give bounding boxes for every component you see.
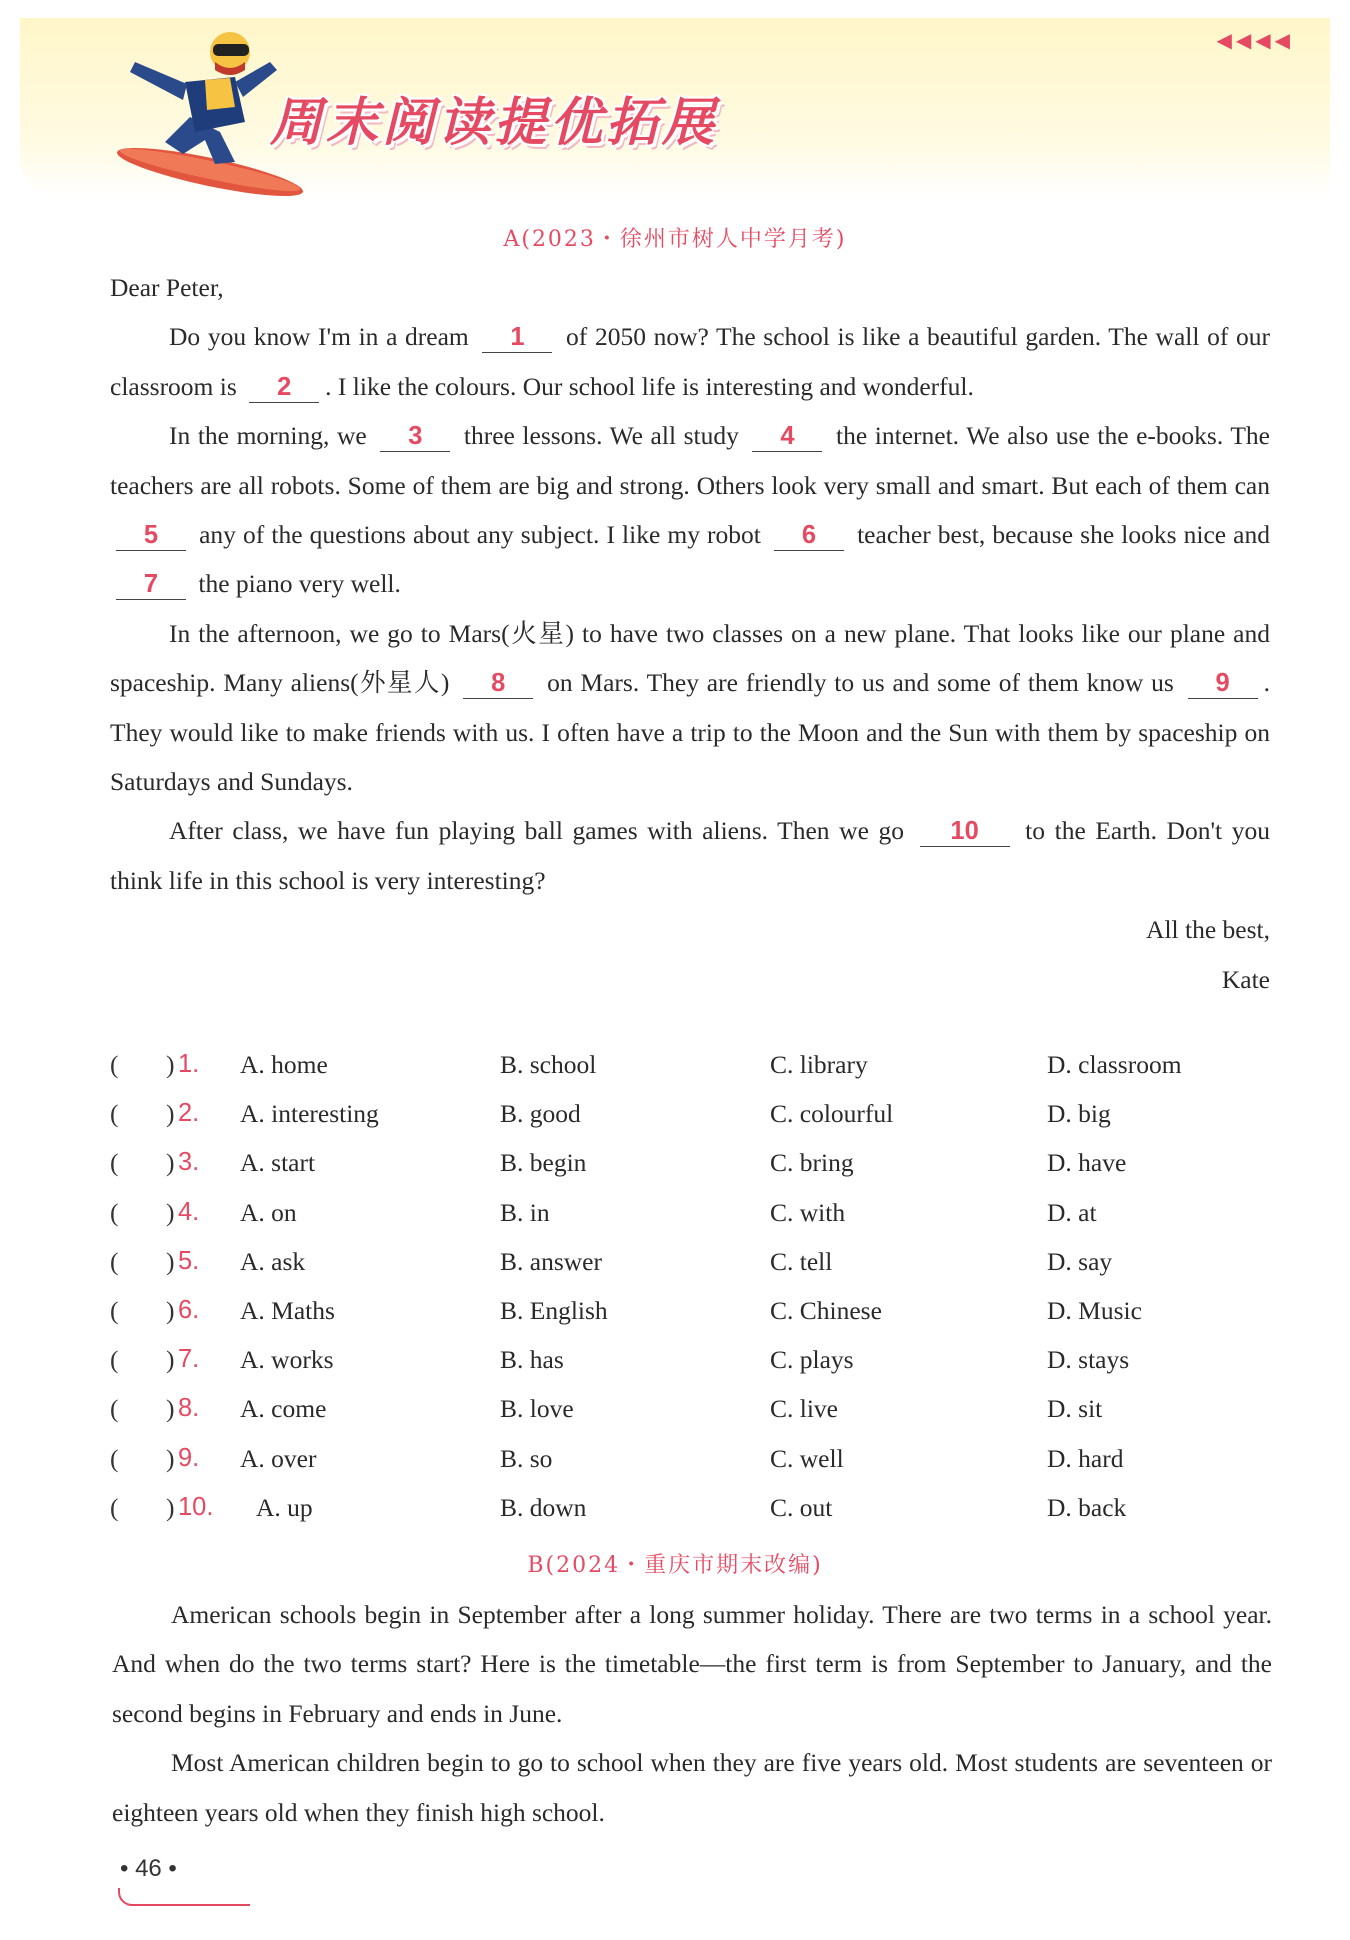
letter-paragraph: [110, 312, 1270, 411]
passage-text: After class, we have fun playing ball games with aliens. Then we go: [169, 816, 914, 846]
option-c: C. Chinese: [770, 1295, 882, 1325]
passage-text: the piano very well.: [192, 569, 401, 599]
letter-signature: Kate: [1221, 964, 1270, 994]
question-number: 2.: [178, 1099, 200, 1128]
question-number: 5.: [178, 1246, 200, 1275]
question-row: [110, 1345, 1270, 1394]
option-a: A. home: [240, 1050, 328, 1079]
passage-text: . I like the colours. Our school life is interesting and wonderful.: [325, 371, 974, 401]
answer-paren-open[interactable]: (: [110, 1345, 119, 1375]
question-row: [110, 1493, 1270, 1542]
passage-text: any of the questions about any subject. I like my robot: [192, 520, 768, 550]
option-b: B. so: [500, 1443, 553, 1473]
passage-text: to the Earth. Don't you think life in this school is very interesting?: [110, 816, 1270, 895]
option-d: D. back: [1047, 1492, 1127, 1522]
question-number: 3.: [178, 1148, 200, 1177]
option-a: A. over: [240, 1443, 317, 1473]
arrows-decoration: ◀◀◀◀: [1216, 30, 1294, 52]
option-a: A. works: [240, 1345, 334, 1375]
passage-text: of 2050 now? The school is like a beautiful garden. The wall of our classroom is: [110, 322, 1270, 401]
letter-passage: [110, 263, 1270, 1004]
section-b-title: B(2024・重庆市期末改编): [527, 1553, 823, 1578]
question-row: [110, 1099, 1270, 1148]
option-a: A. on: [240, 1197, 297, 1227]
option-b: B. school: [500, 1050, 597, 1079]
answer-paren-open[interactable]: (: [110, 1050, 119, 1079]
answer-blank: 8: [463, 668, 533, 699]
option-c: C. bring: [770, 1148, 854, 1178]
question-row: [110, 1148, 1270, 1197]
option-a: A. Maths: [240, 1295, 335, 1325]
letter-closing: All the best,: [1146, 915, 1270, 945]
answer-paren-close: ): [166, 1295, 175, 1325]
passage-text: Do you know I'm in a dream: [169, 322, 477, 352]
option-c: C. colourful: [770, 1099, 894, 1129]
answer-paren-close: ): [166, 1394, 175, 1424]
question-number: 10.: [178, 1492, 214, 1521]
page-number-decoration: [118, 1888, 250, 1906]
option-c: C. plays: [770, 1345, 854, 1375]
option-b: B. has: [500, 1345, 564, 1375]
question-number: 6.: [178, 1295, 200, 1324]
answer-paren-open[interactable]: (: [110, 1394, 119, 1424]
answer-paren-open[interactable]: (: [110, 1099, 119, 1129]
option-d: D. big: [1047, 1099, 1111, 1129]
answer-blank: 9: [1188, 668, 1258, 699]
answer-blank: 2: [249, 372, 319, 403]
answer-paren-close: ): [166, 1099, 175, 1129]
answer-paren-close: ): [166, 1246, 175, 1276]
option-d: D. sit: [1047, 1394, 1103, 1424]
option-d: D. stays: [1047, 1345, 1130, 1375]
answer-paren-close: ): [166, 1443, 175, 1473]
question-row: [110, 1050, 1270, 1099]
option-b: B. in: [500, 1197, 550, 1227]
answer-blank: 1: [482, 322, 552, 353]
option-d: D. Music: [1047, 1295, 1142, 1325]
answer-blank: 3: [380, 421, 450, 452]
answer-blank: 10: [920, 816, 1010, 847]
option-b: B. answer: [500, 1246, 602, 1276]
option-b: B. love: [500, 1394, 574, 1424]
answer-paren-open[interactable]: (: [110, 1295, 119, 1325]
question-row: [110, 1296, 1270, 1345]
option-c: C. tell: [770, 1246, 833, 1276]
answer-paren-open[interactable]: (: [110, 1246, 119, 1276]
passage-text: three lessons. We all study: [456, 421, 747, 451]
passage-text: the internet. We also use the e-books. The teachers are all robots. Some of them are big and strong. Others look very small and smart. But each of them can: [110, 421, 1270, 500]
letter-paragraph: [110, 411, 1270, 609]
option-a: A. up: [256, 1492, 313, 1522]
passage-b: [112, 1590, 1272, 1837]
option-d: D. classroom: [1047, 1050, 1182, 1079]
answer-blank: 4: [752, 421, 822, 452]
option-d: D. have: [1047, 1148, 1127, 1178]
option-d: D. at: [1047, 1197, 1097, 1227]
question-number: 7.: [178, 1345, 200, 1374]
option-b: B. English: [500, 1295, 608, 1325]
question-row: [110, 1444, 1270, 1493]
option-c: C. with: [770, 1197, 846, 1227]
passage-text: In the morning, we: [169, 421, 375, 451]
answer-paren-open[interactable]: (: [110, 1443, 119, 1473]
page-number: • 46 •: [120, 1855, 177, 1882]
answer-blank: 7: [116, 569, 186, 600]
passage-text: In the afternoon, we go to Mars(火星) to have two classes on a new plane. That looks like our plane and spaceship. Many aliens(外星人): [110, 618, 1270, 698]
option-a: A. come: [240, 1394, 327, 1424]
option-d: D. hard: [1047, 1443, 1124, 1473]
option-b: B. down: [500, 1492, 587, 1522]
passage-b-paragraph: American schools begin in September after a long summer holiday. There are two terms in a school year. And when do the two terms start? Here is the timetable—the first term is from September to January, and the second begins in February and ends in June.: [112, 1600, 1272, 1728]
answer-paren-open[interactable]: (: [110, 1148, 119, 1178]
answer-paren-open[interactable]: (: [110, 1492, 119, 1522]
question-number: 1.: [178, 1050, 200, 1078]
option-b: B. begin: [500, 1148, 587, 1178]
banner-title: 周末阅读提优拓展: [270, 93, 719, 153]
question-row: [110, 1394, 1270, 1443]
option-b: B. good: [500, 1099, 581, 1129]
answer-paren-close: ): [166, 1197, 175, 1227]
answer-blank: 5: [116, 520, 186, 551]
option-a: A. start: [240, 1148, 316, 1178]
option-c: C. well: [770, 1443, 844, 1473]
letter-body: [110, 312, 1270, 905]
passage-text: . They would like to make friends with us. I often have a trip to the Moon and the Sun with them by spaceship on Saturdays and Sundays.: [110, 668, 1270, 797]
letter-paragraph: [110, 806, 1270, 905]
passage-b-paragraph: Most American children begin to go to school when they are five years old. Most students are seventeen or eighteen years old when they finish high school.: [112, 1748, 1272, 1827]
section-a-title: A(2023・徐州市树人中学月考): [503, 227, 847, 252]
letter-greeting: Dear Peter,: [110, 273, 224, 302]
answer-paren-open[interactable]: (: [110, 1197, 119, 1227]
passage-text: teacher best, because she looks nice and: [850, 520, 1270, 550]
passage-text: on Mars. They are friendly to us and some of them know us: [539, 668, 1182, 698]
answer-paren-close: ): [166, 1345, 175, 1375]
answer-blank: 6: [774, 520, 844, 551]
option-a: A. interesting: [240, 1099, 379, 1129]
question-number: 4.: [178, 1197, 200, 1226]
letter-paragraph: [110, 609, 1270, 807]
question-row: [110, 1247, 1270, 1296]
answer-paren-close: ): [166, 1492, 175, 1522]
question-options: [110, 1050, 1270, 1542]
question-number: 9.: [178, 1443, 200, 1472]
question-number: 8.: [178, 1394, 200, 1423]
option-d: D. say: [1047, 1246, 1113, 1276]
option-c: C. out: [770, 1492, 833, 1522]
answer-paren-close: ): [166, 1148, 175, 1178]
option-c: C. library: [770, 1050, 868, 1079]
option-c: C. live: [770, 1394, 838, 1424]
question-row: [110, 1198, 1270, 1247]
option-a: A. ask: [240, 1246, 306, 1276]
answer-paren-close: ): [166, 1050, 175, 1079]
